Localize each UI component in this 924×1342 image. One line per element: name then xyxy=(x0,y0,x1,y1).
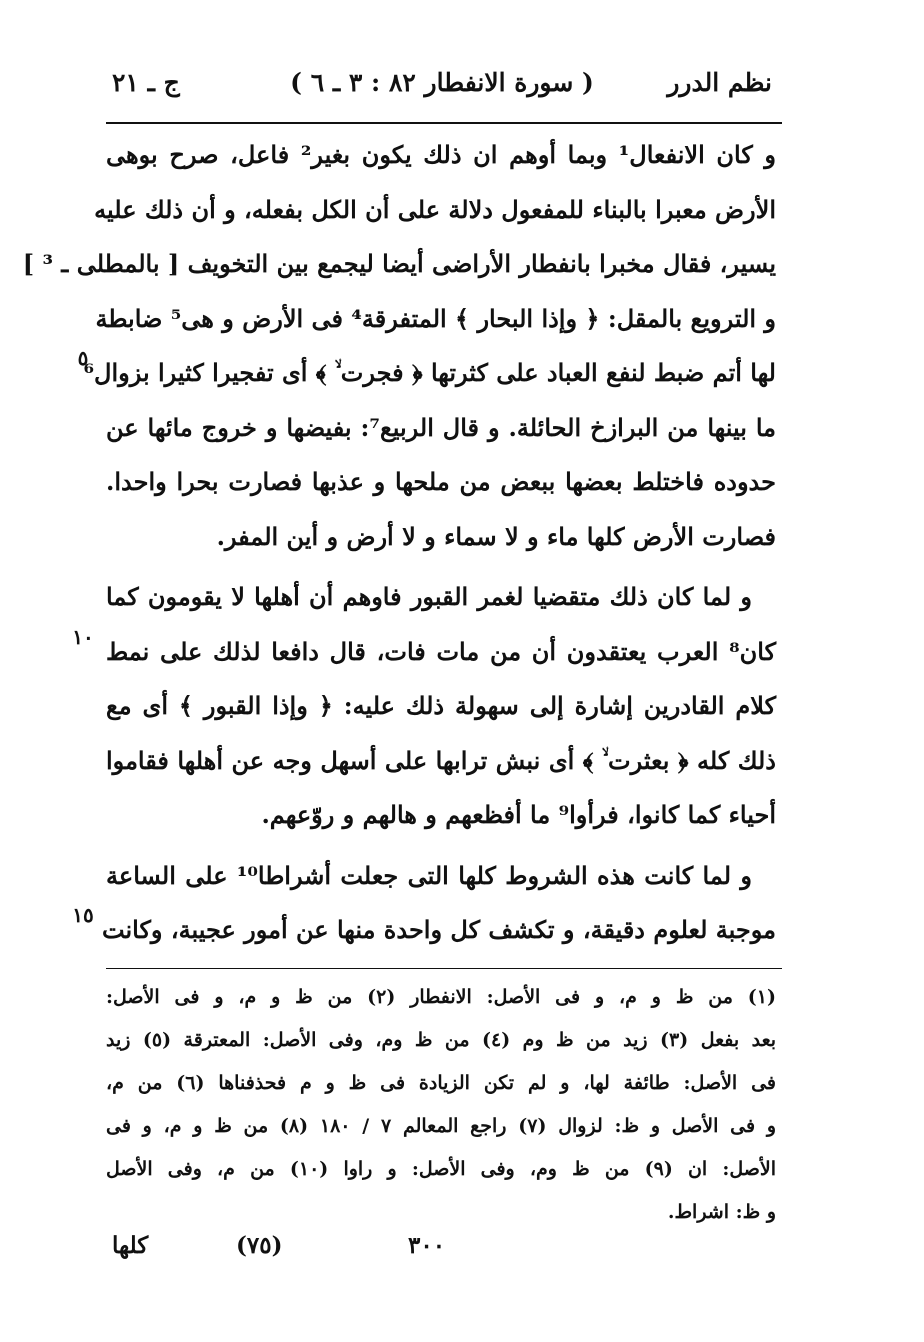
text-line: كان⁸ العرب يعتقدون أن من مات فات، قال دافعا لذلك على نمط xyxy=(106,636,776,666)
footnote-line: (١) من ظ و م، و فى الأصل: الانفطار (٢) من ظ و م، و فى الأصل: xyxy=(106,986,777,1008)
text-line: ذلك كله ﴿ بعثرت ۙ ﴾ أى نبش ترابها على أسهل وجه عن أهلها فقاموا xyxy=(106,745,776,775)
text-line: فصارت الأرض كلها ماء و لا سماء و لا أرض و أين المفر. xyxy=(216,521,776,551)
line-number: ١٥ xyxy=(72,903,94,927)
line-number: ١٠ xyxy=(72,624,94,649)
text-line: لها أتم ضبط لنفع العباد على كثرتها ﴿ فجرت ۙ ﴾ أى تفجيرا كثيرا بزوال⁶ xyxy=(83,358,776,387)
page-number: (٧٥) xyxy=(236,1232,283,1259)
header-rule xyxy=(106,122,782,124)
sura-reference: ( سورة الانفطار ٨٢ : ٣ ـ ٦ ) xyxy=(290,68,594,97)
main-text xyxy=(22,128,777,958)
catchword: كلها xyxy=(112,1232,149,1259)
text-line: أحياء كما كانوا، فرأوا⁹ ما أفظعهم و هالهم و روّعهم. xyxy=(261,800,776,829)
footnote-line: و ظ: اشراط. xyxy=(667,1201,776,1223)
footnote-line: فى الأصل: طائفة لها، و لم تكن الزيادة فى ظ و م فحذفناها (٦) من م، xyxy=(106,1072,776,1094)
text-line: موجبة لعلوم دقيقة، و تكشف كل واحدة منها عن أمور عجيبة، وكانت xyxy=(101,915,776,944)
text-line: الأرض معبرا بالبناء للمفعول دلالة على أن الكل بفعله، و أن ذلك عليه xyxy=(94,194,776,224)
text-line: يسير، فقال مخبرا بانفطار الأراضى أيضا ليجمع بين التخويف [ بالمطلى ـ ³ ] xyxy=(22,249,776,278)
volume-number: ج ـ ٢١ xyxy=(112,68,180,97)
footnote-rule xyxy=(106,968,782,969)
page-footer xyxy=(112,1232,312,1272)
text-line: حدوده فاختلط بعضها ببعض من ملحها و عذبها فصارت بحرا واحدا. xyxy=(106,467,776,496)
text-line: و لما كان ذلك متقضيا لغمر القبور فاوهم أن أهلها لا يقومون كما xyxy=(106,582,752,611)
footnote-line: بعد بفعل (٣) زيد من ظ وم (٤) من ظ وم، وفى الأصل: المعترقة (٥) زيد xyxy=(106,1029,777,1051)
footnote-line: الأصل: ان (٩) من ظ وم، وفى الأصل: و راوا (١٠) من م، وفى الأصل xyxy=(106,1158,777,1180)
running-header xyxy=(112,68,772,108)
text-line: كلام القادرين إشارة إلى سهولة ذلك عليه: ﴿ وإذا القبور ﴾ أى مع xyxy=(106,691,776,720)
text-line: و كان الانفعال¹ وبما أوهم ان ذلك يكون بغير² فاعل، صرح بوهى xyxy=(106,140,777,169)
text-line: و لما كانت هذه الشروط كلها التى جعلت أشراطا¹⁰ على الساعة xyxy=(106,860,752,890)
footnote-line: و فى الأصل و ظ: لزوال (٧) راجع المعالم ٧ / ١٨٠ (٨) من ظ و م، و فى xyxy=(106,1115,777,1137)
book-title: نظم الدرر xyxy=(667,68,772,97)
line-number: ٥ xyxy=(77,346,89,370)
text-line: ما بينها من البرازخ الحائلة. و قال الربيع⁷: بفيضها و خروج مائها عن xyxy=(106,412,776,442)
footnotes xyxy=(106,976,776,1234)
signature-mark: ٣٠٠ xyxy=(408,1232,446,1259)
text-line: و الترويع بالمقل: ﴿ وإذا البحار ﴾ المتفرقة⁴ فى الأرض و هى⁵ ضابطة xyxy=(95,303,776,333)
